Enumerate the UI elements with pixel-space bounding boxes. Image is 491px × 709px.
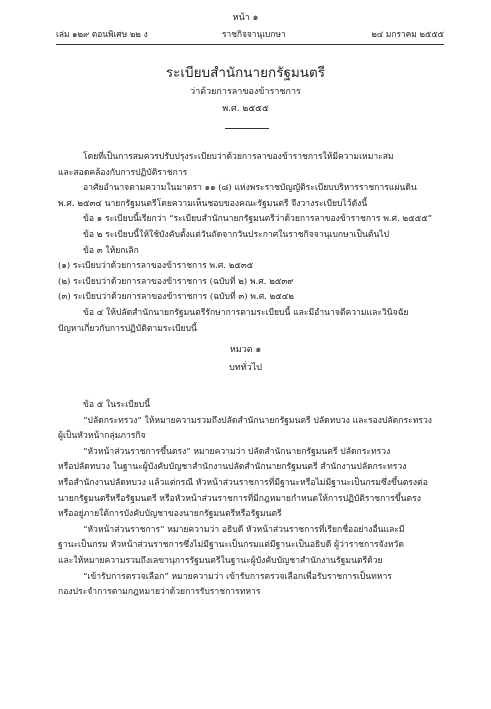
repealed-item: (๒) ระเบียบว่าด้วยการลาของข้าราชการ (ฉบับที่ ๒) พ.ศ. ๒๕๓๙ bbox=[58, 276, 294, 287]
title-divider bbox=[225, 128, 269, 129]
clause-1: ข้อ ๑ ระเบียบนี้เรียกว่า “ระเบียบสำนักนายกรัฐมนตรีว่าด้วยการลาของข้าราชการ พ.ศ. ๒๕๕๕” bbox=[83, 214, 433, 225]
definition-line: “เข้ารับการตรวจเลือก” หมายความว่า เข้ารับการตรวจเลือกเพื่อรับราชการเป็นทหาร bbox=[83, 571, 392, 582]
clause-2: ข้อ ๒ ระเบียบนี้ให้ใช้บังคับตั้งแต่วันถัดจากวันประกาศในราชกิจจานุเบกษาเป็นต้นไป bbox=[83, 229, 390, 240]
gazette-name: ราชกิจจานุเบกษา bbox=[222, 29, 286, 39]
definitions bbox=[58, 398, 446, 601]
definition-line: หรือสำนักงานปลัดทบวง แล้วแต่กรณี หัวหน้าส่วนราชการที่มีฐานะหรือไม่มีฐานะเป็นกรมซึ่งขึ้นตรงต่อ bbox=[58, 477, 428, 488]
document-title: ระเบียบสำนักนายกรัฐมนตรี bbox=[165, 65, 326, 81]
clause-5: ข้อ ๕ ในระเบียบนี้ bbox=[83, 400, 151, 410]
definition-line: และให้หมายความรวมถึงเลขานุการรัฐมนตรีในฐานะผู้บังคับบัญชาสำนักงานรัฐมนตรีด้วย bbox=[58, 555, 383, 566]
clause-3: ข้อ ๓ ให้ยกเลิก bbox=[83, 245, 139, 256]
preamble-line: โดยที่เป็นการสมควรปรับปรุงระเบียบว่าด้วยการลาของข้าราชการให้มีความเหมาะสม bbox=[83, 152, 394, 162]
definition-line: นายกรัฐมนตรีหรือรัฐมนตรี หรือหัวหน้าส่วนราชการที่มีกฎหมายกำหนดให้การปฏิบัติราชการขึ้นตรง bbox=[58, 493, 421, 504]
preamble-line: และสอดคล้องกับการปฏิบัติราชการ bbox=[58, 167, 188, 178]
chapter-title: บททั่วไป bbox=[229, 363, 262, 373]
definition-line: หรืออยู่ภายใต้การบังคับบัญชาของนายกรัฐมนตรีหรือรัฐมนตรี bbox=[58, 509, 282, 520]
preamble-line: พ.ศ. ๒๕๓๔ นายกรัฐมนตรีโดยความเห็นชอบของคณะรัฐมนตรี จึงวางระเบียบไว้ดังนี้ bbox=[58, 198, 368, 209]
repealed-item: (๑) ระเบียบว่าด้วยการลาของข้าราชการ พ.ศ. ๒๕๓๕ bbox=[58, 261, 254, 272]
definition-line: “ปลัดกระทรวง” ให้หมายความรวมถึงปลัดสำนักนายกรัฐมนตรี ปลัดทบวง และรองปลัดกระทรวง bbox=[83, 415, 433, 426]
clause-4-continued: ปัญหาเกี่ยวกับการปฏิบัติตามระเบียบนี้ bbox=[58, 323, 197, 334]
definition-line: กองประจำการตามกฎหมายว่าด้วยการรับราชการทหาร bbox=[58, 587, 261, 598]
chapter-number: หมวด ๑ bbox=[229, 345, 262, 355]
definition-line: “หัวหน้าส่วนราชการขึ้นตรง” หมายความว่า ปลัดสำนักนายกรัฐมนตรี ปลัดกระทรวง bbox=[83, 446, 391, 457]
gazette-date: ๒๔ มกราคม ๒๕๕๕ bbox=[371, 29, 444, 39]
definition-line: “หัวหน้าส่วนราชการ” หมายความว่า อธิบดี หัวหน้าส่วนราชการที่เรียกชื่ออย่างอื่นและมี bbox=[83, 524, 405, 535]
volume-info: เล่ม ๑๒๙ ตอนพิเศษ ๒๒ ง bbox=[56, 29, 148, 39]
definition-line: ผู้เป็นหัวหน้ากลุ่มภารกิจ bbox=[58, 431, 146, 442]
preamble bbox=[58, 150, 446, 337]
definition-line: ฐานะเป็นกรม หัวหน้าส่วนราชการซึ่งไม่มีฐานะเป็นกรมแต่มีฐานะเป็นอธิบดี ผู้ว่าราชการจังหวัด bbox=[58, 540, 404, 551]
document-year: พ.ศ. ๒๕๕๕ bbox=[222, 104, 269, 114]
preamble-line: อาศัยอำนาจตามความในมาตรา ๑๑ (๘) แห่งพระราชบัญญัติระเบียบบริหารราชการแผ่นดิน bbox=[83, 183, 417, 194]
header-rule bbox=[56, 44, 444, 45]
definition-line: หรือปลัดทบวง ในฐานะผู้บังคับบัญชาสำนักงานปลัดสำนักนายกรัฐมนตรี สำนักงานปลัดกระทรวง bbox=[58, 462, 407, 473]
page-number: หน้า ๑ bbox=[232, 13, 259, 23]
document-subtitle: ว่าด้วยการลาของข้าราชการ bbox=[190, 87, 301, 97]
clause-4: ข้อ ๔ ให้ปลัดสำนักนายกรัฐมนตรีรักษาการตามระเบียบนี้ และมีอำนาจตีความและวินิจฉัย bbox=[83, 307, 409, 318]
repealed-item: (๓) ระเบียบว่าด้วยการลาของข้าราชการ (ฉบับที่ ๓) พ.ศ. ๒๕๔๒ bbox=[58, 292, 294, 303]
